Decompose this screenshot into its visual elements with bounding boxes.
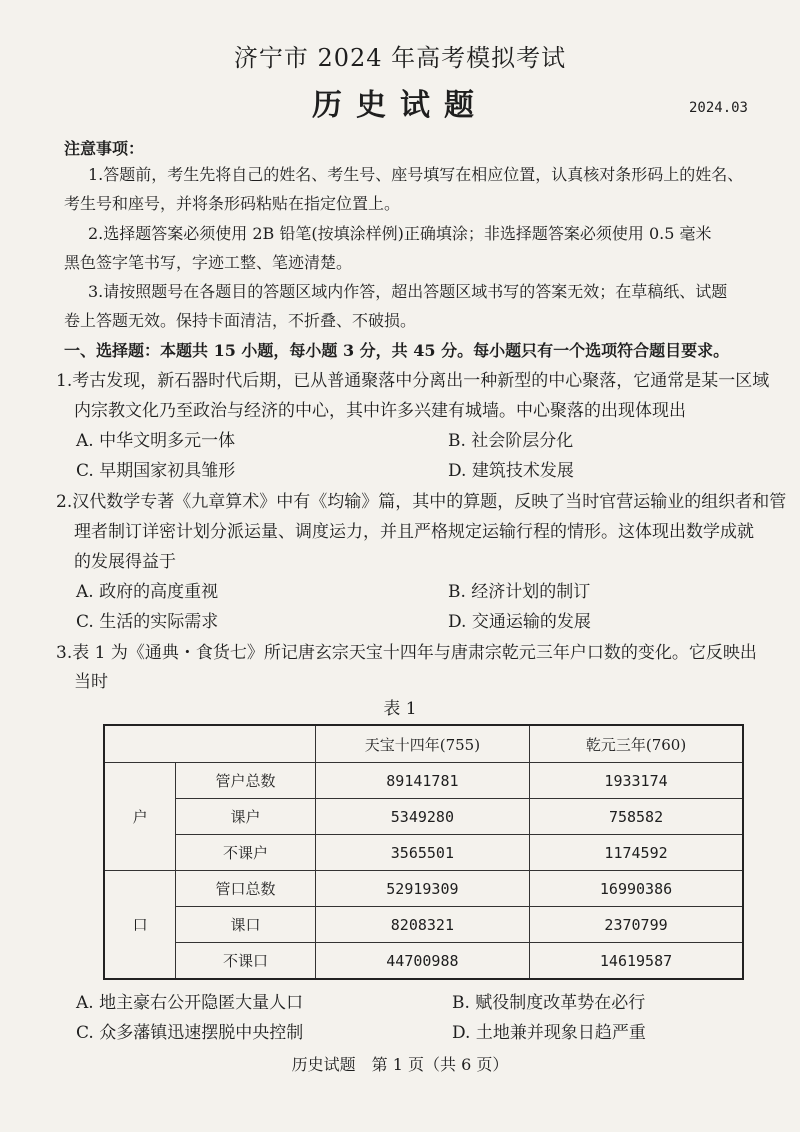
- question-2-option-d[interactable]: D. 交通运输的发展: [448, 612, 591, 632]
- notice-item-2-line-1: 2.选择题答案必须使用 2B 铅笔(按填涂样例)正确填涂；非选择题答案必须使用 0.5 毫米: [88, 224, 712, 243]
- household-population-table: [103, 724, 744, 980]
- cell-value: 52919309: [315, 871, 529, 907]
- cell-value: 89141781: [315, 763, 529, 799]
- cell-value: 16990386: [530, 871, 743, 907]
- cell-value: 14619587: [530, 943, 743, 980]
- cell-value: 1933174: [530, 763, 743, 799]
- notice-heading: 注意事项：: [64, 139, 145, 158]
- table-header-row: [104, 725, 743, 763]
- question-2-line-1: 2.汉代数学专著《九章算术》中有《均输》篇，其中的算题，反映了当时官营运输业的组织者和管: [56, 492, 787, 512]
- exam-date: 2024.03: [688, 100, 748, 116]
- question-3-option-b[interactable]: B. 赋役制度改革势在必行: [452, 993, 646, 1013]
- cell-value: 2370799: [530, 907, 743, 943]
- cell-value: 44700988: [315, 943, 529, 980]
- table-row: [104, 907, 743, 943]
- row-label: 不课户: [176, 835, 315, 871]
- question-2-line-3: 的发展得益于: [74, 552, 176, 572]
- table-row: [104, 871, 743, 907]
- question-2-option-b[interactable]: B. 经济计划的制订: [448, 582, 591, 602]
- question-1-option-c[interactable]: C. 早期国家初具雏形: [76, 461, 236, 481]
- exam-title: 济宁市 2024 年高考模拟考试: [233, 44, 567, 72]
- column-header-760: 乾元三年(760): [530, 725, 743, 763]
- notice-item-1-line-2: 考生号和座号，并将条形码粘贴在指定位置上。: [64, 194, 401, 213]
- question-1-option-b[interactable]: B. 社会阶层分化: [448, 431, 574, 451]
- row-label: 管户总数: [176, 763, 315, 799]
- cell-value: 1174592: [530, 835, 743, 871]
- table-row: [104, 799, 743, 835]
- question-2-line-2: 理者制订详密计划分派运量、调度运力，并且严格规定运输行程的情形。这体现出数学成就: [74, 522, 754, 542]
- table-caption: 表 1: [383, 699, 417, 719]
- cell-value: 3565501: [315, 835, 529, 871]
- question-1-line-1: 1.考古发现，新石器时代后期，已从普通聚落中分离出一种新型的中心聚落，它通常是某一区域: [56, 371, 770, 391]
- notice-item-3-line-1: 3.请按照题号在各题目的答题区域内作答，超出答题区域书写的答案无效；在草稿纸、试题: [88, 282, 728, 301]
- group-label-kou: 口: [104, 871, 176, 980]
- question-3-option-c[interactable]: C. 众多藩镇迅速摆脱中央控制: [76, 1023, 304, 1043]
- cell-value: 5349280: [315, 799, 529, 835]
- row-label: 管口总数: [176, 871, 315, 907]
- question-3-option-d[interactable]: D. 土地兼并现象日趋严重: [452, 1023, 646, 1043]
- cell-value: 8208321: [315, 907, 529, 943]
- question-2-option-c[interactable]: C. 生活的实际需求: [76, 612, 219, 632]
- subject-title: 历史试题: [312, 88, 488, 123]
- table-row: [104, 835, 743, 871]
- notice-item-2-line-2: 黑色签字笔书写，字迹工整、笔迹清楚。: [64, 253, 353, 272]
- group-label-hu: 户: [104, 763, 176, 871]
- question-3-line-1: 3.表 1 为《通典・食货七》所记唐玄宗天宝十四年与唐肃宗乾元三年户口数的变化。它反映出: [56, 643, 757, 663]
- question-1-option-a[interactable]: A. 中华文明多元一体: [76, 431, 236, 451]
- row-label: 不课口: [176, 943, 315, 980]
- notice-item-3-line-2: 卷上答题无效。保持卡面清洁，不折叠、不破损。: [64, 311, 417, 330]
- cell-value: 758582: [530, 799, 743, 835]
- question-1-line-2: 内宗教文化乃至政治与经济的中心，其中许多兴建有城墙。中心聚落的出现体现出: [74, 401, 686, 421]
- table-row: [104, 943, 743, 980]
- page-footer: 历史试题 第 1 页（共 6 页）: [291, 1055, 509, 1074]
- question-3-option-a[interactable]: A. 地主豪右公开隐匿大量人口: [76, 993, 304, 1013]
- section-heading: 一、选择题：本题共 15 小题，每小题 3 分，共 45 分。每小题只有一个选项符合题目要求。: [64, 341, 730, 360]
- notice-item-1-line-1: 1.答题前，考生先将自己的姓名、考生号、座号填写在相应位置，认真核对条形码上的姓名、: [88, 165, 744, 184]
- table-corner-cell: [104, 725, 315, 763]
- question-2-option-a[interactable]: A. 政府的高度重视: [76, 582, 219, 602]
- table-row: [104, 763, 743, 799]
- question-1-option-d[interactable]: D. 建筑技术发展: [448, 461, 574, 481]
- column-header-755: 天宝十四年(755): [315, 725, 529, 763]
- question-3-line-2: 当时: [74, 672, 108, 692]
- row-label: 课口: [176, 907, 315, 943]
- row-label: 课户: [176, 799, 315, 835]
